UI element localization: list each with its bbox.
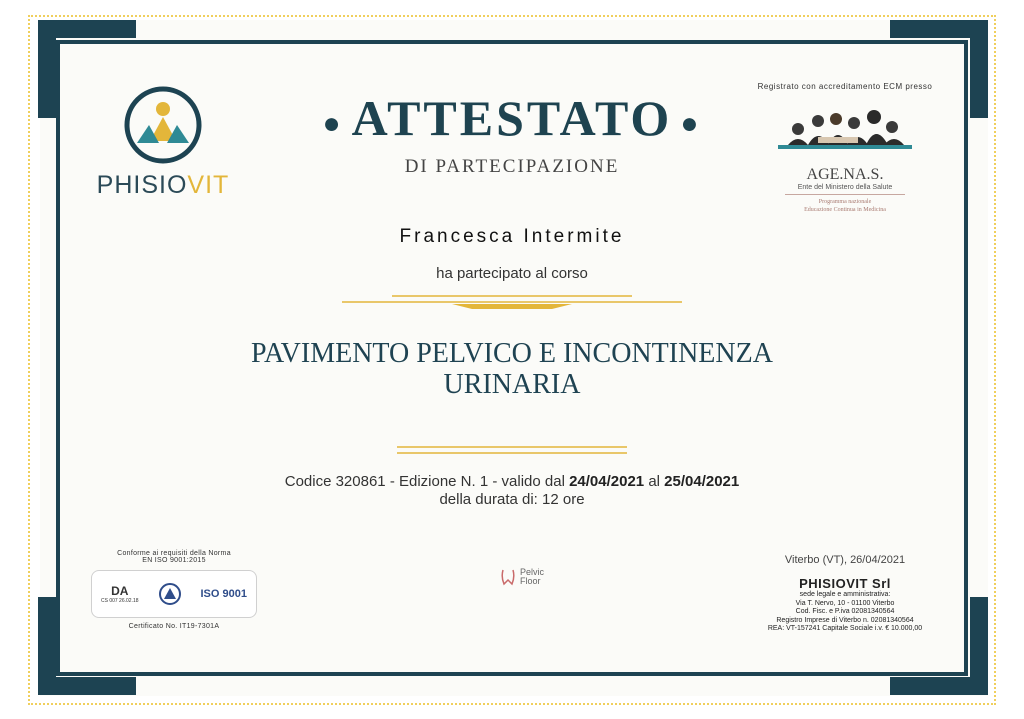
accreditation-header: Registrato con accreditamento ECM presso: [757, 82, 933, 91]
phisiovit-logo: [88, 85, 238, 200]
ornament-top: [0, 294, 1024, 310]
course-duration: della durata di: 12 ore: [439, 491, 585, 508]
gold-divider-top: [342, 294, 682, 310]
accreditation-divider: [785, 194, 905, 195]
iso-certification-block: [88, 550, 260, 630]
accredia-icon: [157, 583, 183, 605]
da-badge-sub: CS 007 26.02.18: [100, 598, 139, 604]
certificate-title: [300, 88, 724, 154]
place-date: Viterbo (VT), 26/04/2021: [784, 554, 906, 566]
phisiovit-logo-text: [88, 171, 238, 200]
signature-block: [760, 554, 930, 634]
title-block: [300, 88, 724, 178]
accreditation-block: [750, 82, 940, 214]
course-title: [150, 338, 874, 400]
accreditation-program-line1: Programma nazionale: [818, 199, 872, 205]
accreditation-subtitle: Ente del Ministero della Salute: [797, 184, 893, 191]
title-dot-left: ●: [322, 106, 344, 140]
logo-brand-accent: VIT: [187, 171, 230, 199]
iso-header-line1: Conforme ai requisiti della Norma: [117, 550, 231, 557]
date-connector: al: [644, 473, 665, 490]
stamp-company: PHISIOVIT Srl: [799, 576, 891, 591]
pelvic-floor-line1: Pelvic: [520, 567, 545, 577]
phisiovit-logo-icon: [123, 85, 203, 165]
gold-divider-bottom: [397, 445, 627, 457]
course-code-line: [0, 473, 1024, 490]
participation-intro: ha partecipato al corso: [436, 265, 588, 282]
accreditation-name: AGE.NA.S.: [806, 166, 884, 183]
course-code-prefix: Codice 320861 - Edizione N. 1 - valido dal: [284, 473, 570, 490]
stamp-line5: REA: VT-157241 Capitale Sociale i.v. € 10.000,00: [767, 625, 923, 632]
iso-badge: [91, 570, 257, 618]
agenas-painting-image: [778, 99, 912, 155]
logo-brand-main: PHISIO: [96, 171, 188, 199]
pelvic-floor-line2: Floor: [520, 576, 541, 586]
accreditation-program-line2: Educazione Continua in Medicina: [804, 207, 886, 213]
iso-header-line2: EN ISO 9001:2015: [142, 557, 206, 564]
date-to: 25/04/2021: [664, 473, 740, 490]
stamp-line2: Via T. Nervo, 10 - 01100 Viterbo: [795, 599, 895, 607]
title-text: ATTESTATO: [351, 90, 673, 146]
iso-certificate-number: Certificato No. IT19-7301A: [128, 623, 220, 630]
course-title-line1: PAVIMENTO PELVICO E INCONTINENZA: [251, 338, 773, 369]
stamp-line1: sede legale e amministrativa:: [799, 591, 891, 598]
certificate-subtitle: DI PARTECIPAZIONE: [404, 155, 620, 177]
stamp-line3: Cod. Fisc. e P.iva 02081340564: [795, 608, 895, 615]
da-badge-label: DA: [111, 584, 129, 598]
da-badge: [101, 584, 139, 604]
stamp-line4: Registro Imprese di Viterbo n. 02081340564: [776, 616, 914, 624]
title-dot-right: ●: [680, 106, 702, 140]
pelvic-floor-icon: [500, 568, 516, 586]
iso-9001-label: ISO 9001: [200, 588, 247, 600]
pelvic-floor-logo: [500, 568, 544, 586]
course-title-line2: URINARIA: [443, 369, 581, 400]
date-from: 24/04/2021: [569, 473, 645, 490]
participant-name: Francesca Intermite: [399, 226, 625, 247]
ornament-bottom: [0, 445, 1024, 457]
